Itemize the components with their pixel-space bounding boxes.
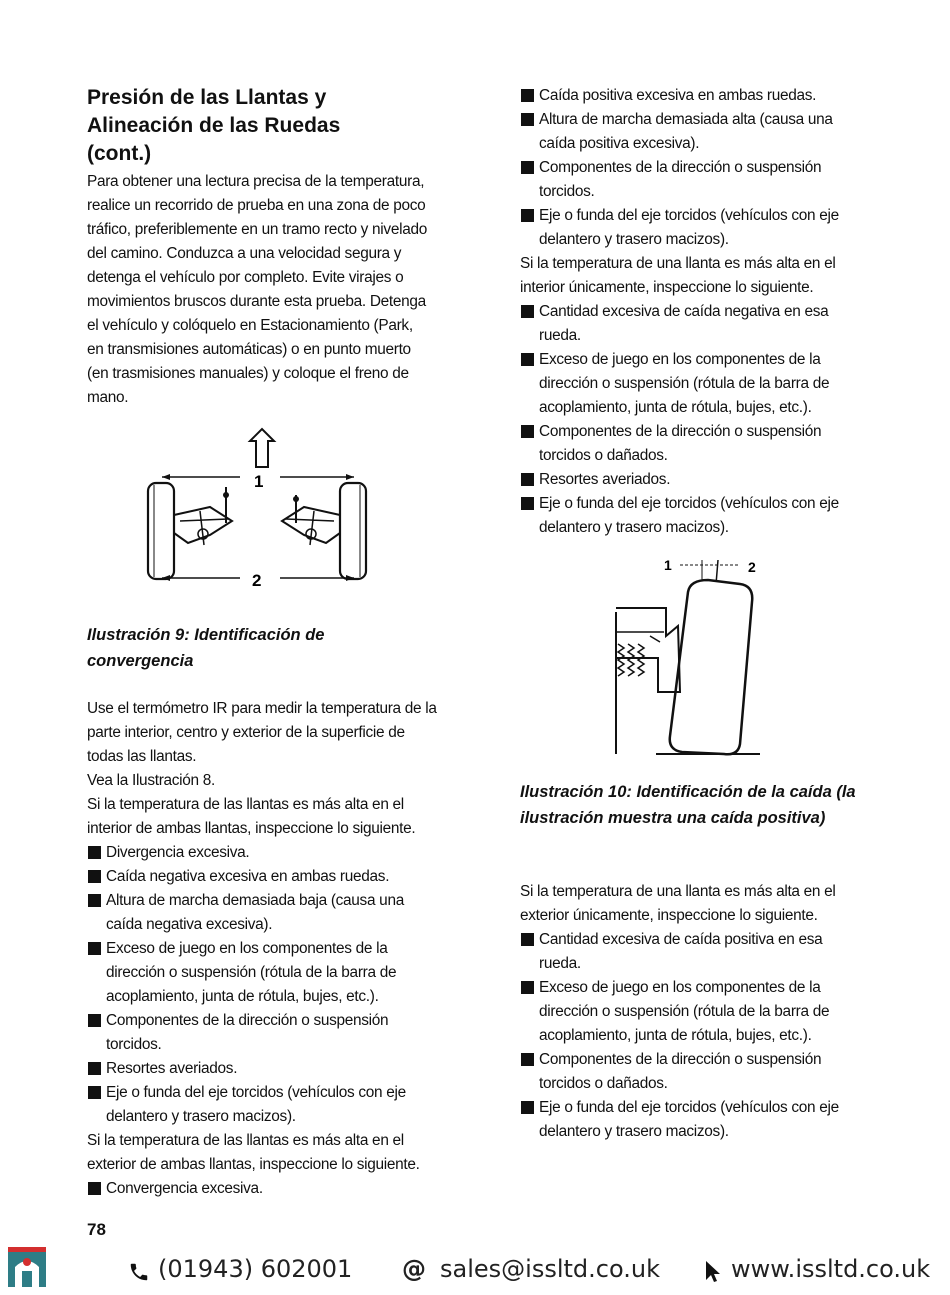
list-item: Caída positiva excesiva en ambas ruedas.	[520, 84, 865, 108]
list-item: Componentes de la dirección o suspensión torcidos.	[87, 1009, 437, 1057]
phone-icon	[128, 1261, 150, 1283]
checklist-outside-one	[520, 928, 865, 1144]
list-item: Exceso de juego en los componentes de la dirección o suspensión (rótula de la barra de acoplamiento, junta de rótula, bujes, etc.).	[520, 976, 865, 1048]
list-item: Componentes de la dirección o suspensión torcidos.	[520, 156, 865, 204]
list-item: Eje o funda del eje torcidos (vehículos con eje delantero y trasero macizos).	[520, 492, 865, 540]
paragraph-outside-both: Si la temperatura de las llantas es más alta en el exterior de ambas llantas, inspeccione lo siguiente.	[87, 1132, 420, 1173]
list-item: Resortes averiados.	[520, 468, 865, 492]
left-lower-text	[87, 697, 437, 1201]
page-title: Presión de las Llantas y Alineación de las Ruedas (cont.)	[87, 86, 341, 165]
fig10-label-2: 2	[748, 559, 756, 575]
intro-paragraph: Para obtener una lectura precisa de la temperatura, realice un recorrido de prueba en una zona de poco tráfico, preferiblemente en un tramo recto y nivelado del camino. Conduzca a una velocidad segura y detenga el vehículo por completo. Evite virajes o movimientos bruscos durante esta prueba. Detenga el vehículo y colóquelo en Estacionamiento (Park, en transmisiones automáticas) o en punto muerto (en trasmisiones manuales) y coloque el freno de mano.	[87, 173, 427, 406]
list-item: Exceso de juego en los componentes de la dirección o suspensión (rótula de la barra de acoplamiento, junta de rótula, bujes, etc.).	[520, 348, 865, 420]
page-number: 78	[87, 1220, 106, 1239]
right-upper-text	[520, 84, 865, 540]
list-item: Resortes averiados.	[87, 1057, 437, 1081]
list-item: Eje o funda del eje torcidos (vehículos con eje delantero y trasero macizos).	[87, 1081, 437, 1129]
footer-email[interactable]: sales@issltd.co.uk	[440, 1255, 660, 1283]
paragraph-inside-one: Si la temperatura de una llanta es más alta en el interior únicamente, inspeccione lo siguiente.	[520, 255, 836, 296]
list-item: Altura de marcha demasiada baja (causa una caída negativa excesiva).	[87, 889, 437, 937]
paragraph-outside-one: Si la temperatura de una llanta es más alta en el exterior únicamente, inspeccione lo siguiente.	[520, 883, 836, 924]
list-item: Cantidad excesiva de caída positiva en esa rueda.	[520, 928, 865, 976]
footer-website[interactable]: www.issltd.co.uk	[731, 1255, 931, 1283]
checklist-outside-both	[87, 1177, 437, 1201]
toe-illustration	[140, 425, 380, 595]
fig10-label-1: 1	[664, 557, 672, 573]
company-logo	[8, 1247, 46, 1287]
paragraph-see-illustration: Vea la Ilustración 8.	[87, 772, 216, 789]
camber-illustration	[610, 552, 770, 762]
list-item: Componentes de la dirección o suspensión torcidos o dañados.	[520, 1048, 865, 1096]
caption-fig10: Ilustración 10: Identificación de la caída (la ilustración muestra una caída positiva)	[520, 783, 856, 827]
fig9-label-1: 1	[254, 472, 264, 491]
list-item: Componentes de la dirección o suspensión torcidos o dañados.	[520, 420, 865, 468]
list-item: Caída negativa excesiva en ambas ruedas.	[87, 865, 437, 889]
list-item: Altura de marcha demasiada alta (causa una caída positiva excesiva).	[520, 108, 865, 156]
right-lower-text	[520, 880, 865, 1144]
list-item: Exceso de juego en los componentes de la dirección o suspensión (rótula de la barra de acoplamiento, junta de rótula, bujes, etc.).	[87, 937, 437, 1009]
list-item: Convergencia excesiva.	[87, 1177, 437, 1201]
list-item: Eje o funda del eje torcidos (vehículos con eje delantero y trasero macizos).	[520, 1096, 865, 1144]
cursor-icon	[704, 1260, 722, 1284]
paragraph-ir-thermometer: Use el termómetro IR para medir la temperatura de la parte interior, centro y exterior de la superficie de todas las llantas.	[87, 700, 437, 765]
checklist-inside-both	[87, 841, 437, 1129]
list-item: Divergencia excesiva.	[87, 841, 437, 865]
list-item: Cantidad excesiva de caída negativa en esa rueda.	[520, 300, 865, 348]
list-item: Eje o funda del eje torcidos (vehículos con eje delantero y trasero macizos).	[520, 204, 865, 252]
footer-phone[interactable]: (01943) 602001	[158, 1255, 353, 1283]
checklist-outside-continued	[520, 84, 865, 252]
paragraph-inside-both: Si la temperatura de las llantas es más alta en el interior de ambas llantas, inspeccione lo siguiente.	[87, 796, 416, 837]
checklist-inside-one	[520, 300, 865, 540]
fig9-label-2: 2	[252, 571, 262, 590]
caption-fig9: Ilustración 9: Identificación de convergencia	[87, 626, 325, 670]
at-icon: @	[402, 1255, 426, 1283]
